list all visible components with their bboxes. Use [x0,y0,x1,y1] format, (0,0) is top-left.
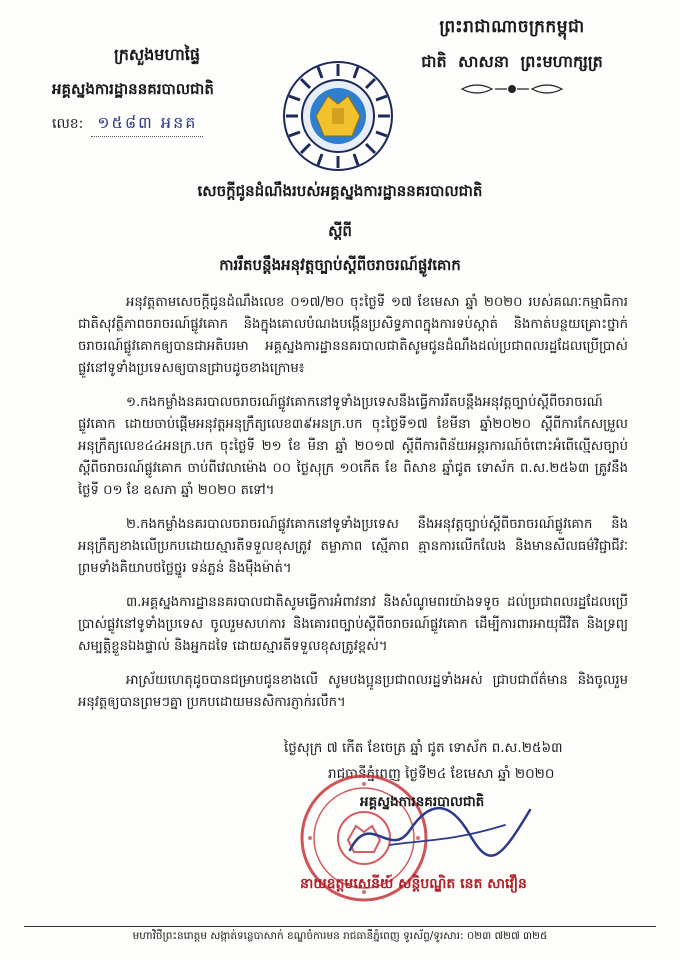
title-line-3: ការរឹតបន្តឹងអនុវត្តច្បាប់ស្តីពីចរាចរណ៍ផ្លូវគោក [219,256,461,274]
notice-body [78,292,628,726]
doc-number-value: ១៥៨៣ អនគ [91,112,203,137]
ministry-name: ក្រសួងមហាផ្ទៃ [113,45,200,64]
footer-divider [24,926,656,927]
footer-address: មហាវិថីព្រះនរោត្តម សង្កាត់ទន្លេបាសាក់ ខណ្ឌចំការមន រាជធានីភ្នំពេញ ទូរស័ព្ទ/ទូរសារ: ០២៣ ៧២៧ ៣២៥ [132,930,548,942]
handwritten-signature-icon [330,790,540,870]
title-line-1: សេចក្តីជូនដំណឹងរបស់អគ្គស្នងការដ្ឋាននគរបាលជាតិ [197,182,483,200]
kingdom-name: ព្រះរាជាណាចក្រកម្ពុជា [439,17,585,37]
police-emblem-logo [282,60,394,172]
ornament-icon [457,81,567,97]
item-2-paragraph: ២.កងកម្លាំងនគរបាលចរាចរណ៍ផ្លូវគោកនៅទូទាំងប្រទេស នឹងអនុវត្តច្បាប់ស្តីពីចរាចរណ៍ផ្លូវគោក និងអនុក្រឹត្យខាងលើប្រកបដោយស្មារតីទទួលខុសត្រូវ តម្លាភាព ស្មើភាព គ្មានការលើកលែង និងមានសីលធម៌វិជ្ជាជីវៈ ព្រមទាំងគិយាបថថ្លៃថ្នូរ ទន់ភ្លន់ និងម៉ឺងម៉ាត់។ [78,517,628,576]
document-number [52,112,262,137]
department-name: អគ្គស្នងការដ្ឋាននគរបាលជាតិ [52,80,214,98]
kingdom-header [402,16,622,101]
lunar-date: ថ្ងៃសុក្រ ៧ កើត ខែចេត្រ ឆ្នាំ ជូត ទោស័ក ព.ស.២៥៦៣ [284,740,563,756]
closing-paragraph: អាស្រ័យហេតុដូចបានជម្រាបជូនខាងលើ សូមបងប្អូនប្រជាពលរដ្ឋទាំងអស់ ជ្រាបជាព័ត៌មាន និងចូលរួមអនុវត្តឲ្យបានព្រមៗគ្នា ប្រកបដោយមនសិការភ្ញាក់រលឹក។ [78,673,628,710]
item-3-paragraph: ៣.អគ្គស្នងការដ្ឋាននគរបាលជាតិសូមធ្វើការអំពាវនាវ និងសំណូមពរយ៉ាងទទូច ដល់ប្រជាពលរដ្ឋដែលប្រើប្រាស់ផ្លូវនៅទូទាំងប្រទេស ចូលរួមសហការ និងគោរពច្បាប់ស្តីពីចរាចរណ៍ផ្លូវគោក ដើម្បីការពារអាយុជីវិត និងទ្រព្យសម្បត្តិខ្លួនឯងផ្ទាល់ និងអ្នកដទៃ ដោយស្មារតីទទួលខុសត្រូវខ្ពស់។ [78,595,628,654]
title-line-2: ស្តីពី [328,222,352,240]
item-1-paragraph: ១.កងកម្លាំងនគរបាលចរាចរណ៍ផ្លូវគោកនៅទូទាំងប្រទេសនឹងធ្វើការរឹតបន្តឹងអនុវត្តច្បាប់ស្តីពីចរាចរណ៍ផ្លូវគោក ដោយចាប់ផ្តើមអនុវត្តអនុក្រឹត្យលេខ៣៩អនក្រ.បក ចុះថ្ងៃទី១៧ ខែមីនា ឆ្នាំ២០២០ ស្តីពីការកែសម្រួលអនុក្រឹត្យលេខ៤៤អនក្រ.បក ចុះថ្ងៃទី ២១ ខែ មីនា ឆ្នាំ ២០១៧ ស្តីពីការពិន័យអន្តរការណ៍ចំពោះអំពើល្មើសច្បាប់ស្តីពីចរាចរណ៍ផ្លូវគោក ចាប់ពីវេលាម៉ោង ០០ ថ្ងៃសុក្រ ១០កើត ខែ ពិសាខ ឆ្នាំជូត ទោស័ក ព.ស.២៥៦៣ ត្រូវនឹងថ្ងៃទី ០១ ខែ ឧសភា ឆ្នាំ ២០២០ តទៅ។ [78,395,628,498]
national-motto: ជាតិ សាសនា ព្រះមហាក្សត្រ [421,52,603,71]
intro-paragraph: អនុវត្តតាមសេចក្តីជូនដំណឹងលេខ ០១៧/២០ ចុះថ្ងៃទី ១៧ ខែមេសា ឆ្នាំ ២០២០ របស់គណៈកម្មាធិការជាតិសុវត្ថិភាពចរាចរណ៍ផ្លូវគោក និងក្នុងគោលបំណងបង្កើនប្រសិទ្ធភាពក្នុងការទប់ស្កាត់ និងកាត់បន្ថយគ្រោះថ្នាក់ចរាចរណ៍ផ្លូវគោកឲ្យបានជាអតិបរមា អគ្គស្នងការដ្ឋាននគរបាលជាតិសូមជូនដំណឹងដល់ប្រជាពលរដ្ឋដែលប្រើប្រាស់ផ្លូវនៅទូទាំងប្រទេសឲ្យបានជ្រាបដូចខាងក្រោម៖ [78,295,628,376]
signer-name: នាយឧត្តមសេនីយ៍ សន្តិបណ្ឌិត នេត សាវឿន [300,876,527,892]
doc-number-label: លេខ: [52,116,84,132]
signer-title: អគ្គស្នងការនគរបាលជាតិ [360,794,485,810]
notice-title [0,182,680,278]
gregorian-date: រាជធានីភ្នំពេញ ថ្ងៃទី២៤ ខែមេសា ឆ្នាំ ២០២០ [328,766,555,782]
ministry-header [52,44,262,137]
